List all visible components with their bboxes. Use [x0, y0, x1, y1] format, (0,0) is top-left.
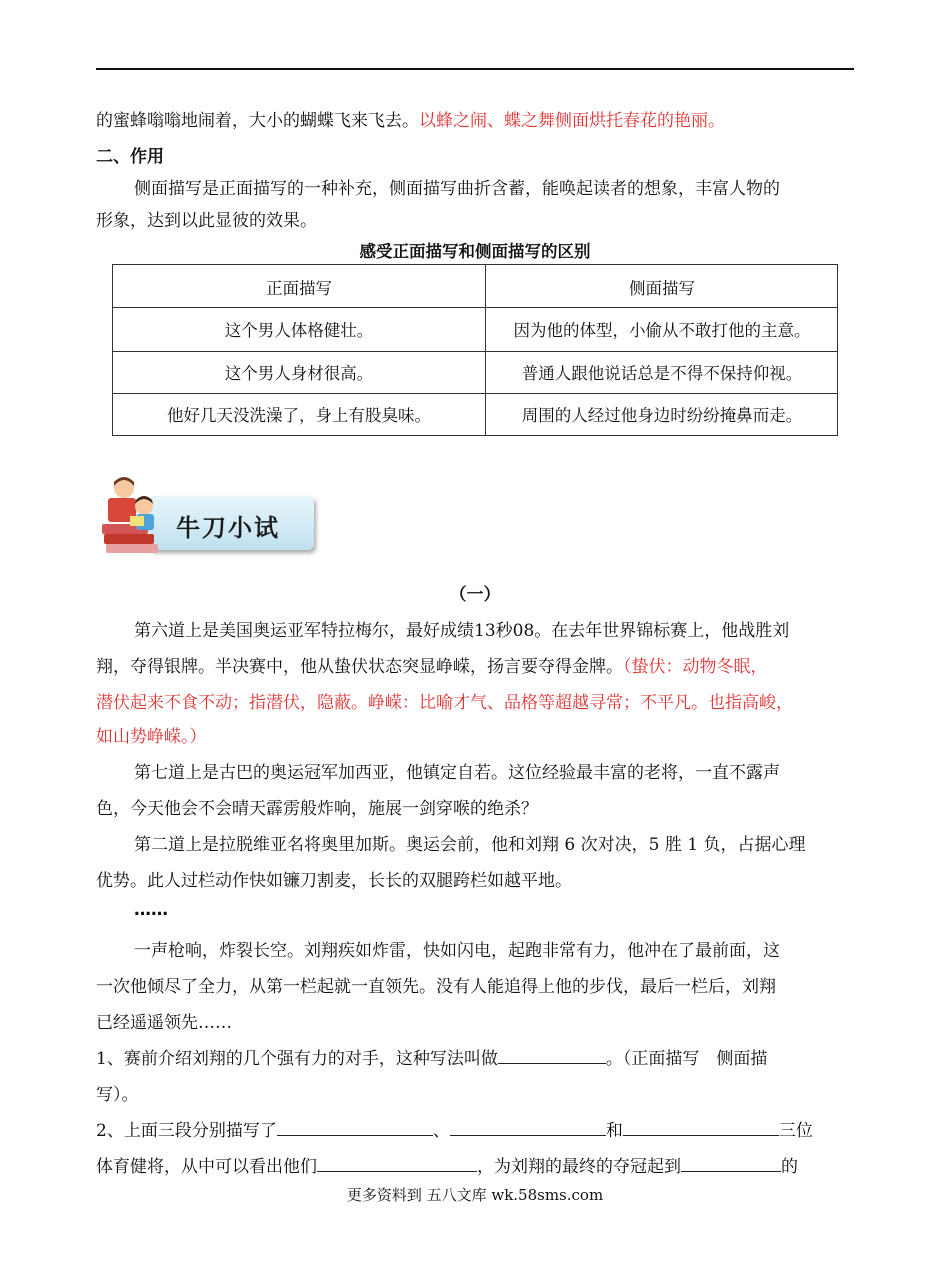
exercise-number: （一）	[449, 585, 501, 605]
table-rule	[113, 351, 837, 352]
answer-blank[interactable]	[450, 1118, 606, 1136]
passage-ellipsis: ……	[134, 900, 168, 920]
question-text: 体育健将，从中可以看出他们	[96, 1157, 317, 1177]
table-cell: 他好几天没洗澡了，身上有股臭味。	[167, 406, 431, 425]
header-rule	[96, 68, 854, 70]
passage-line: 一声枪响，炸裂长空。刘翔疾如炸雷，快如闪电，起跑非常有力，他冲在了最前面，这	[134, 941, 780, 961]
question-text: 2、上面三段分别描写了	[96, 1121, 277, 1141]
question-text: 、	[432, 1121, 450, 1141]
passage-line: 一次他倾尽了全力，从第一栏起就一直领先。没有人能追得上他的步伐，最后一栏后，刘翔	[96, 977, 776, 997]
banner-bar	[148, 496, 314, 550]
question-text: 1、赛前介绍刘翔的几个强有力的对手，这种写法叫做	[96, 1049, 498, 1069]
table-header-cell: 正面描写	[266, 279, 332, 298]
question-1	[96, 1044, 767, 1069]
table-rule	[113, 307, 837, 308]
table-cell: 这个男人体格健壮。	[224, 321, 374, 340]
passage-line: 已经遥遥领先……	[96, 1013, 232, 1033]
table-cell: 普通人跟他说话总是不得不保持仰视。	[521, 364, 803, 383]
passage-text: 翔，夺得银牌。半决赛中，他从蛰伏状态突显峥嵘，扬言要夺得金牌。	[96, 657, 623, 677]
section-line-1: 侧面描写是正面描写的一种补充，侧面描写曲折含蓄，能唤起读者的想象，丰富人物的	[134, 179, 780, 199]
banner-label: 牛刀小试	[176, 514, 280, 542]
question-1-cont: 写）。	[96, 1085, 139, 1105]
passage-line: 第六道上是美国奥运亚军特拉梅尔，最好成绩13秒08。在去年世界锦标赛上，他战胜刘	[134, 621, 790, 641]
passage-note-line: 如山势峥嵘。）	[96, 727, 207, 747]
paragraph-top-note: 以蜂之闹、蝶之舞侧面烘托春花的艳丽。	[419, 111, 725, 131]
passage-line: 第二道上是拉脱维亚名将奥里加斯。奥运会前，他和刘翔 6 次对决，5 胜 1 负，占据心理	[134, 835, 806, 855]
table-rule	[113, 393, 837, 394]
paragraph-top-text: 的蜜蜂嗡嗡地闹着，大小的蝴蝶飞来飞去。	[96, 111, 419, 131]
footer-text: 更多资料到 五八文库 wk.58sms.com	[346, 1186, 604, 1204]
passage-line: 色，今天他会不会晴天霹雳般炸响，施展一剑穿喉的绝杀？	[96, 799, 538, 819]
table-cell: 周围的人经过他身边时纷纷掩鼻而走。	[521, 406, 803, 425]
section-heading: 二、作用	[96, 147, 164, 167]
section-banner	[100, 472, 316, 562]
answer-blank[interactable]	[317, 1154, 477, 1172]
reading-children-icon	[100, 472, 166, 562]
answer-blank[interactable]	[623, 1118, 779, 1136]
passage-line	[96, 652, 768, 677]
question-2-cont	[96, 1152, 798, 1177]
question-text: 三位	[778, 1121, 813, 1141]
table-cell: 这个男人身材很高。	[224, 364, 374, 383]
paragraph-top	[96, 106, 725, 131]
section-line-2: 形象，达到以此显彼的效果。	[96, 211, 317, 231]
table-header-cell: 侧面描写	[629, 279, 695, 298]
table-cell: 因为他的体型，小偷从不敢打他的主意。	[513, 321, 811, 340]
question-2	[96, 1116, 813, 1141]
answer-blank[interactable]	[681, 1154, 781, 1172]
table-title: 感受正面描写和侧面描写的区别	[359, 242, 591, 261]
question-text: 的	[781, 1157, 798, 1177]
passage-line: 优势。此人过栏动作快如镰刀割麦，长长的双腿跨栏如越平地。	[96, 871, 572, 891]
answer-blank[interactable]	[498, 1046, 606, 1064]
passage-note-line: 潜伏起来不食不动；指潜伏，隐蔽。峥嵘：比喻才气、品格等超越寻常；不平凡。也指高峻，	[96, 693, 793, 713]
comparison-table	[112, 264, 838, 436]
question-text: 和	[605, 1121, 623, 1141]
question-text: 。（正面描写 侧面描	[605, 1049, 768, 1069]
answer-blank[interactable]	[277, 1118, 433, 1136]
passage-note: （蛰伏：动物冬眠，	[623, 657, 768, 677]
question-text: ，为刘翔的最终的夺冠起到	[477, 1157, 681, 1177]
passage-line: 第七道上是古巴的奥运冠军加西亚，他镇定自若。这位经验最丰富的老将，一直不露声	[134, 763, 780, 783]
